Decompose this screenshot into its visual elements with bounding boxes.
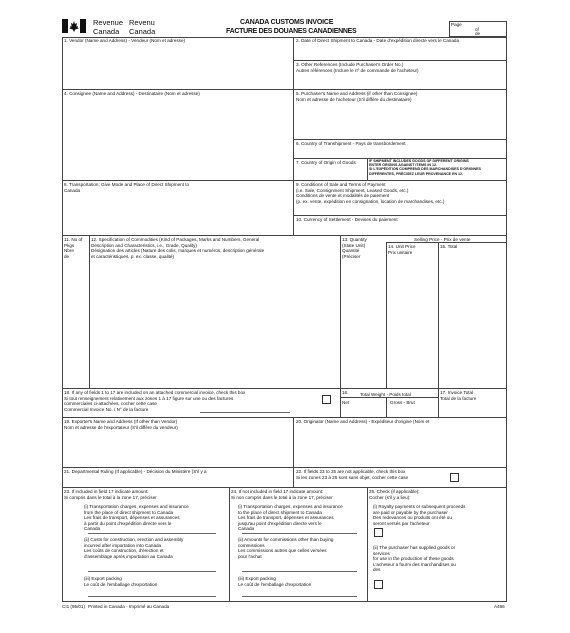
field-22-checkbox[interactable] xyxy=(450,473,459,482)
field-7-note: IF SHIPMENT INCLUDES GOODS OF DIFFERENT ORIGINS ENTER ORIGINS AGAINST ITEMS IN 12. SI L'EXPÉDITION COMPREND DES MARCHANDISES D'ORIGINES DIFFÉRENTES, PRÉCISEZ LEUR PROVENANCE EN 12. xyxy=(369,159,481,176)
field-16-gross[interactable]: Gross - Brut xyxy=(390,400,415,405)
field-9-conditions-sale[interactable]: 9. Conditions of Sale and Terms of Payment (i.e. Sale, Consignment Shipment, Leased Goods, etc.) Conditions de vente et modalités de paiement (p. ex. vente, expédition en consignation, location de marchandises, etc.) xyxy=(296,182,445,204)
selling-price-header: Selling Price - Prix de vente xyxy=(414,237,471,242)
field-7-country-origin[interactable]: 7. Country of Origin of Goods xyxy=(296,160,356,165)
field-18-checkbox[interactable] xyxy=(322,395,331,404)
field-24-i-transportation: (i) Transportation charges, expenses and insurance to the place of direct shipment to Canada Les frais de transport, dépenses et assurances jusqu'au point d'expédition directe vers le Canada xyxy=(238,504,343,532)
field-8-transportation[interactable]: 8. Transportation: Give Mode and Place of Direct Shipment to Canada xyxy=(64,182,190,193)
field-5-purchaser[interactable]: 5. Purchaser's Name and Address (if other than Consignee) Nom et adresse de l'acheteur (S'il diffère du destinataire) xyxy=(296,91,418,102)
of-label: of xyxy=(475,27,479,32)
field-3-other-references[interactable]: 3. Other References (Include Purchaser's Order No.) Autres références (Inclure le nº de commande de l'acheteur) xyxy=(296,62,419,73)
field-10-currency[interactable]: 10. Currency of Settlement - Devises du paiement xyxy=(296,217,398,222)
field-25-i-checkbox[interactable] xyxy=(374,528,383,537)
field-16-label: 16. xyxy=(342,390,349,395)
field-20-originator[interactable]: 20. Originator (Name and Address) - Expéditeur d'origine (Nom et xyxy=(296,419,430,424)
field-16-total-weight: Total Weight - Poids total xyxy=(360,392,411,397)
field-24-iii-export-packing: (iii) Export packing Le coût de l'emballage d'exportation xyxy=(238,576,312,587)
field-23-i-transportation: (i) Transportation charges, expenses and insurance from the place of direct shipment to Canada Les frais de transport, dépenses et assurances à partir du point d'expédition directe vers le Canada xyxy=(84,504,189,532)
field-23-ii-amount[interactable] xyxy=(88,571,216,572)
gov-name-fr-1: Revenu xyxy=(129,18,155,27)
field-24-i-amount[interactable] xyxy=(242,533,357,534)
field-23-iii-export-packing: (iii) Export packing Le coût de l'emballage d'exportation xyxy=(84,576,158,587)
form-title-en: CANADA CUSTOMS INVOICE xyxy=(240,19,334,26)
field-25-i-royalty: (i) Royalty payments or subsequent proceeds are paid or payable by the purchaser Des redevances ou produits ont été ou seront versés par l'acheteur xyxy=(373,504,466,526)
field-24-not-included: 24. If not included in field 17 indicate amount: Si non compris dans le total à la zone 17, préciser xyxy=(231,489,333,500)
field-24-iii-amount[interactable] xyxy=(242,596,357,597)
field-14-unit-price[interactable]: 14. Unit Price Prix unitaire xyxy=(388,244,416,255)
printed-in-canada: Printed in Canada - Imprimé au Canada xyxy=(88,604,170,609)
field-25-ii-purchaser-supplied: (ii) The purchaser has supplied goods or services for use in the production of these goods L'acheteur a fourni des marchandises ou des xyxy=(373,545,456,573)
field-23-i-amount[interactable] xyxy=(88,533,216,534)
de-label: de xyxy=(475,31,481,36)
field-23-iii-amount[interactable] xyxy=(88,596,216,597)
field-25-check: 25. Check (if applicable): Cocher (s'il y a lieu): xyxy=(369,489,420,500)
page-label: Page xyxy=(451,22,462,27)
field-16-net[interactable]: Net xyxy=(342,400,350,405)
field-24-ii-amount[interactable] xyxy=(242,571,357,572)
field-15-total[interactable]: 15. Total xyxy=(440,244,458,249)
field-25-ii-checkbox[interactable] xyxy=(374,580,383,589)
form-number-code: A466 xyxy=(494,604,505,609)
field-21-departmental-ruling[interactable]: 21. Departmental Ruling (If applicable) - Décision du Ministère (S'il y a xyxy=(64,469,207,474)
field-13-quantity[interactable]: 13. Quantity (State Unit) Quantité (Préciser xyxy=(342,237,367,259)
field-2-date-shipment[interactable]: 2. Date of Direct Shipment to Canada - Date d'expédition directe vers le Canada xyxy=(296,38,460,43)
field-23-included: 23. If included in field 17 indicate amount: Si compris dans le total à la zone 17, préciser xyxy=(64,489,157,500)
field-19-exporter[interactable]: 19. Exporter's Name and Address (If other than Vendor) Nom et adresse de l'exportateur (S'il diffère du vendeur) xyxy=(64,419,178,430)
gov-name-en-1: Revenue xyxy=(93,18,124,27)
field-11-packages[interactable]: 11. No of Pkgs Nbre de xyxy=(64,237,83,259)
field-22-not-applicable: 22. If fields 23 to 25 are not applicable, check this box Si les zones 23 à 25 sont sans objet, cocher cette case xyxy=(296,469,409,480)
gov-name-fr-2: Canada xyxy=(129,27,156,36)
field-17-invoice-total[interactable]: 17. Invoice Total Total de la facture xyxy=(440,390,477,401)
field-24-ii-commissions: (ii) Amounts for commissions other than buying commissions Les commissions autres que celles versées pour l'achat xyxy=(238,537,334,559)
commercial-invoice-number-line[interactable] xyxy=(200,412,290,413)
field-18-commercial-invoice: 18. If any of fields 1 to 17 are included on an attached commercial invoice, check this box Si tout renseignement relativement aux zones 1 à 17 figure sur une ou des factures commerciales ci-attachées, cocher cette case Commercial Invoice No. / N° de la facture xyxy=(64,390,246,412)
field-23-ii-construction: (ii) Costs for construction, erection and assembly incurred after importation into Canada Les coûts de construction, d'érection et d'assemblage après importation au Canada xyxy=(84,537,184,559)
field-1-vendor[interactable]: 1. Vendor (Name and Address) - Vendeur (Nom et adresse) xyxy=(64,38,186,43)
field-6-country-transhipment[interactable]: 6. Country of Transhipment - Pays de transbordement xyxy=(296,141,406,146)
gov-name-en-2: Canada xyxy=(93,27,120,36)
field-4-consignee[interactable]: 4. Consignee (Name and Address) - Destinataire (Nom et adresse) xyxy=(64,91,200,96)
form-title-fr: FACTURE DES DOUANES CANADIENNES xyxy=(226,28,357,35)
field-12-specification[interactable]: 12. Specification of Commodities (Kind of Packages, Marks and Numbers, General Description and Characteristics, i.e., Grade, Quality) Désignation des articles (Nature des colis, marques et numéros, description générale et caractéristiques, p. ex. classe, qualité) xyxy=(91,237,265,259)
form-code: CI1 (95/01) xyxy=(62,604,85,609)
canada-flag-icon xyxy=(62,19,86,33)
